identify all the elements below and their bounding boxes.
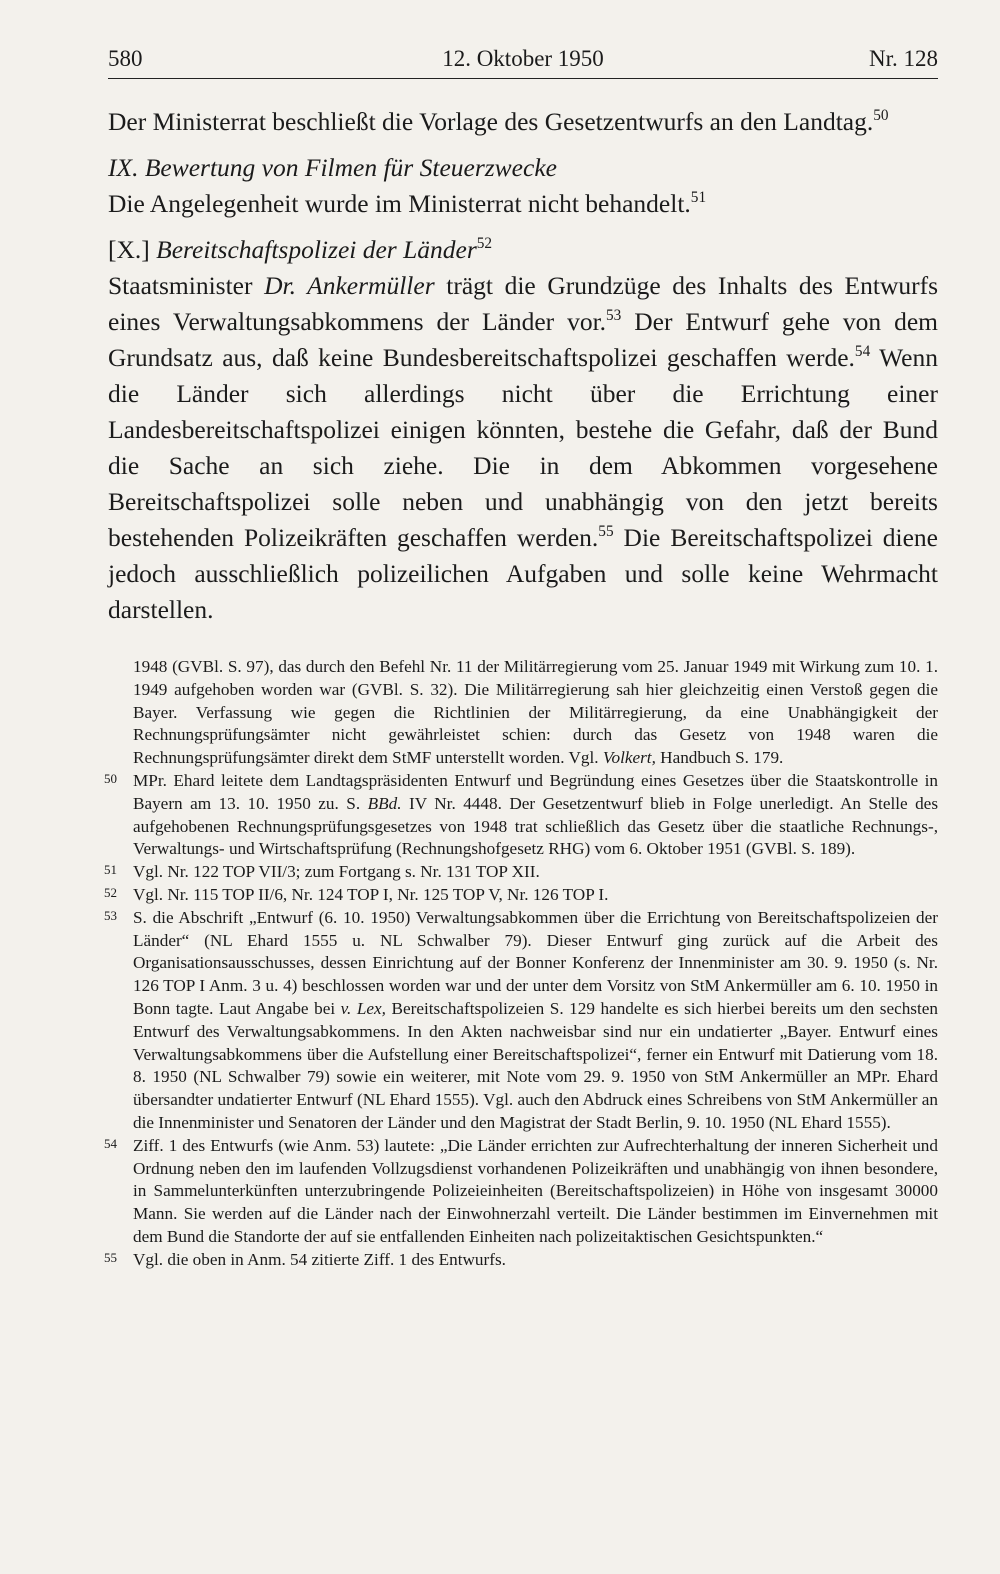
page-number: 580: [108, 46, 143, 71]
footnote-50: 50 MPr. Ehard leitete dem Landtagspräsidenten Entwurf und Begründung eines Gesetzes über die Staatskontrolle in Bayern am 13. 10. 1950 zu. S. BBd. IV Nr. 4448. Der Gesetzentwurf blieb in Folge unerledigt. An Stelle des aufgehobenen Rechnungsprüfungsgesetzes von 1948 trat schließlich das Gesetz über die staatliche Rechnungs-, Verwaltungs- und Wirtschaftsprüfung (Rechnungshofgesetz RHG) vom 6. Oktober 1951 (GVBl. S. 189).: [104, 770, 938, 861]
header-rule: [108, 78, 938, 79]
person-name: Dr. Ankermüller: [264, 271, 435, 300]
paragraph-bereitschaftspolizei: Staatsminister Dr. Ankermüller trägt die Grundzüge des Inhalts des Entwurfs eines Verwaltungsabkommens der Länder vor.$^{53}$ Der Entwurf gehe von dem Grundsatz aus, daß keine Bundesbereitschaftspolizei geschaffen werde.$^{54}$ Wenn die Länder sich allerdings nicht über die Errichtung einer Landesbereitschaftspolizei einigen könnten, bestehe die Gefahr, daß der Bund die Sache an sich ziehe. Die in dem Abkommen vorgesehene Bereitschaftspolizei solle neben und unabhängig von den jetzt bereits bestehenden Polizeikräften geschaffen werden.$^{55}$ Die Bereitschaftspolizei diene jedoch ausschließlich polizeilichen Aufgaben und solle keine Wehrmacht darstellen.: [108, 271, 939, 624]
footnote-ref-54: 54: [854, 342, 871, 360]
page-header: [108, 40, 938, 76]
header-date: 12. Oktober 1950: [442, 46, 604, 71]
footnote-52: 52 Vgl. Nr. 115 TOP II/6, Nr. 124 TOP I, Nr. 125 TOP V, Nr. 126 TOP I.: [104, 884, 938, 907]
footnote-ref-55: 55: [598, 522, 614, 540]
footnote-54: 54 Ziff. 1 des Entwurfs (wie Anm. 53) lautete: „Die Länder errichten zur Aufrechterhaltung der inneren Sicherheit und Ordnung neben den im laufenden Vollzugsdienst vorhandenen Polizeikräften und unabhängig von ihnen besondere, in Sammelunterkünften unterzubringende Polizeieinheiten (Bereitschaftspolizeien) in Höhe von insgesamt 30000 Mann. Sie werden auf die Länder nach der Einwohnerzahl verteilt. Die Länder bestimmen im Einvernehmen mit dem Bund die Standorte der auf sie entfallenden Einheiten nach polizeitaktischen Gesichtspunkten.“: [104, 1135, 938, 1249]
main-text: [108, 104, 938, 628]
footnote-51: 51 Vgl. Nr. 122 TOP VII/3; zum Fortgang s. Nr. 131 TOP XII.: [104, 861, 938, 884]
document-number: Nr. 128: [869, 46, 938, 71]
footnote-55: 55 Vgl. die oben in Anm. 54 zitierte Ziff. 1 des Entwurfs.: [104, 1249, 938, 1272]
footnote-ref-53: 53: [606, 306, 622, 324]
paragraph-resolution: Der Ministerrat beschließt die Vorlage des Gesetzentwurfs an den Landtag.$^{50}$: [108, 106, 889, 136]
footnote-number: 51: [104, 862, 117, 878]
footnote-number: 52: [104, 884, 117, 900]
paragraph-not-treated: Die Angelegenheit wurde im Ministerrat nicht behandelt.$^{51}$: [108, 188, 707, 218]
footnote-ref-51: 51: [690, 188, 707, 206]
footnote-ref-50: 50: [873, 106, 889, 124]
footnote-number: 54: [104, 1135, 117, 1151]
footnote-number: 55: [104, 1249, 117, 1265]
footnotes: [104, 656, 938, 1272]
agenda-heading-x: [X.] Bereitschaftspolizei der Länder$^{52}$: [108, 234, 493, 264]
footnote-ref-52: 52: [476, 234, 493, 252]
footnote-number: 50: [104, 770, 117, 786]
footnote-53: 53 S. die Abschrift „Entwurf (6. 10. 1950) Verwaltungsabkommen über die Errichtung von Bereitschaftspolizeien der Länder“ (NL Ehard 1555 u. NL Schwalber 79). Dieser Entwurf ging zurück auf die Arbeit des Organisationsausschusses, dessen Einrichtung auf der Bonner Konferenz der Innenminister am 30. 9. 1950 (s. Nr. 126 TOP I Anm. 3 u. 4) beschlossen worden war und der unter dem Vorsitz von StM Ankermüller am 6. 10. 1950 in Bonn tagte. Laut Angabe bei v. Lex, Bereitschaftspolizeien S. 129 handelte es sich hierbei bereits um den sechsten Entwurf des Verwaltungsabkommens. In den Akten nachweisbar sind nur ein undatierter „Bayer. Entwurf eines Verwaltungsabkommens über die Aufstellung einer Bereitschaftspolizei“, ferner ein Entwurf mit Datierung vom 18. 8. 1950 (NL Schwalber 79) sowie ein weiterer, mit Note vom 29. 9. 1950 von StM Ankermüller an MPr. Ehard übersandter undatierter Entwurf (NL Ehard 1555). Vgl. auch den Abdruck eines Schreibens von StM Ankermüller an die Innenminister und Senatoren der Länder und den Magistrat der Stadt Berlin, 9. 10. 1950 (NL Ehard 1555).: [104, 907, 938, 1135]
footnote-continuation: 1948 (GVBl. S. 97), das durch den Befehl Nr. 11 der Militärregierung vom 25. Januar 1949 mit Wirkung zum 10. 1. 1949 aufgehoben worden war (GVBl. S. 32). Die Militärregierung sah hier gleichzeitig einen Verstoß gegen die Bayer. Verfassung wie gegen die Richtlinien der Militärregierung, da eine Unabhängigkeit der Rechnungsprüfungsämter nicht gewährleistet schien: durch das Gesetz von 1948 waren die Rechnungsprüfungsämter direkt dem StMF unterstellt worden. Vgl. Volkert, Handbuch S. 179.: [133, 657, 938, 768]
agenda-heading-ix: IX. Bewertung von Filmen für Steuerzwecke: [108, 153, 557, 182]
footnote-number: 53: [104, 907, 117, 923]
